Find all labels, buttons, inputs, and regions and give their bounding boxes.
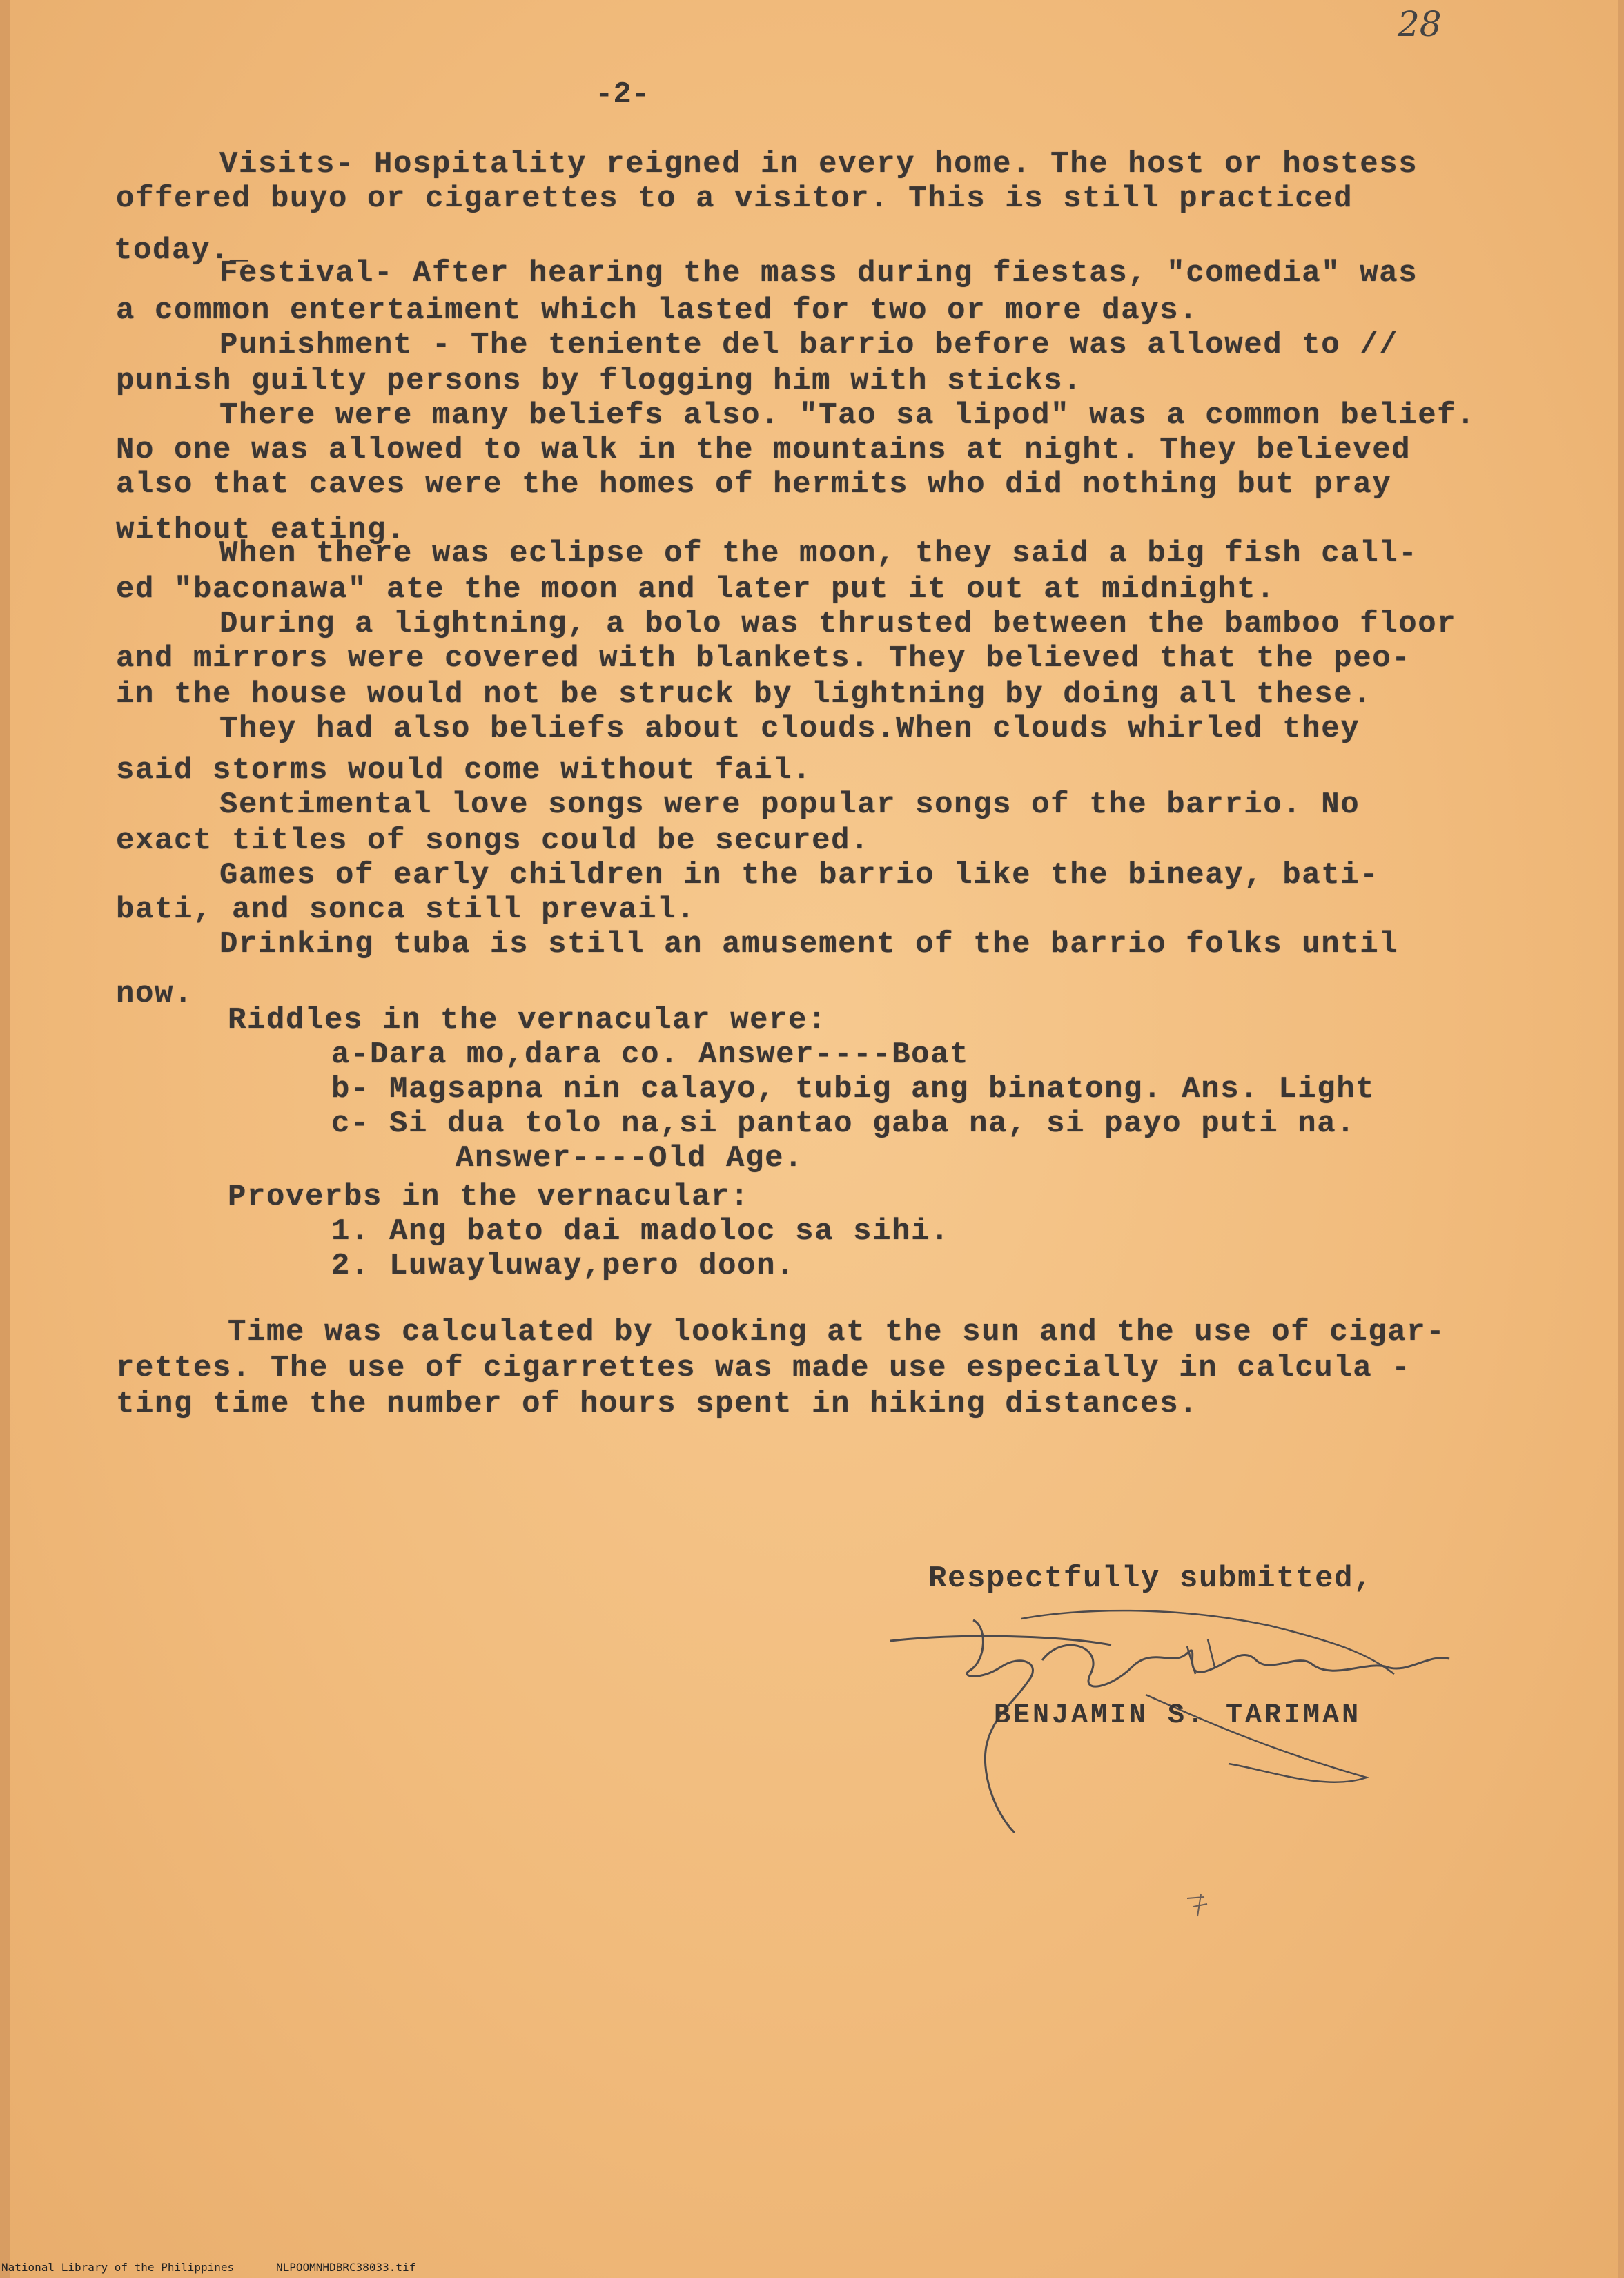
text-line: and mirrors were covered with blankets. They believed that the peo- [116, 641, 1411, 676]
text-line: During a lightning, a bolo was thrusted between the bamboo floor [219, 607, 1457, 641]
text-line: Games of early children in the barrio like the bineay, bati- [219, 858, 1380, 893]
handwritten-page-number: 28 [1398, 4, 1442, 44]
text-line: punish guilty persons by flogging him with sticks. [116, 364, 1083, 398]
text-line: ting time the number of hours spent in hiking distances. [116, 1387, 1199, 1421]
text-line: exact titles of songs could be secured. [116, 824, 870, 858]
proverb-line: 1. Ang bato dai madoloc sa sihi. [331, 1214, 950, 1249]
text-line: today._ [114, 233, 250, 268]
text-line: bati, and sonca still prevail. [116, 893, 696, 927]
text-line: said storms would come without fail. [116, 753, 812, 788]
footer-archive-label: National Library of the Philippines [1, 2261, 235, 2274]
riddle-line: b- Magsapna nin calayo, tubig ang binatong. Ans. Light [331, 1072, 1376, 1107]
closing-phrase: Respectfully submitted, [928, 1561, 1373, 1596]
proverb-line: 2. Luwayluway,pero doon. [331, 1249, 796, 1283]
riddle-line: a-Dara mo,dara co. Answer----Boat [331, 1038, 970, 1072]
text-line: Visits- Hospitality reigned in every home. The host or hostess [219, 147, 1418, 182]
text-line: ed "baconawa" ate the moon and later put it out at midnight. [116, 572, 1276, 607]
text-line: They had also beliefs about clouds.When clouds whirled they [219, 712, 1360, 746]
text-line: Proverbs in the vernacular: [228, 1180, 750, 1214]
text-line: also that caves were the homes of hermits who did nothing but pray [116, 467, 1392, 502]
signer-name: BENJAMIN S. TARIMAN [994, 1700, 1362, 1731]
text-line: rettes. The use of cigarrettes was made use especially in calcula - [116, 1351, 1411, 1385]
text-line: Festival- After hearing the mass during fiestas, "comedia" was [219, 256, 1418, 291]
text-line: Sentimental love songs were popular songs of the barrio. No [219, 788, 1360, 822]
text-line: Time was calculated by looking at the sun and the use of cigar- [228, 1315, 1446, 1350]
text-line: When there was eclipse of the moon, they said a big fish call- [219, 536, 1418, 571]
text-line: offered buyo or cigarettes to a visitor. This is still practiced [116, 182, 1353, 216]
text-line: There were many beliefs also. "Tao sa lipod" was a common belief. [219, 398, 1476, 433]
text-line: Riddles in the vernacular were: [228, 1003, 828, 1038]
text-line: in the house would not be struck by lightning by doing all these. [116, 677, 1373, 712]
text-line: a common entertaiment which lasted for two or more days. [116, 293, 1199, 328]
page-marker: -2- [595, 77, 650, 112]
text-line: No one was allowed to walk in the mountains at night. They believed [116, 433, 1411, 467]
riddle-line: c- Si dua tolo na,si pantao gaba na, si payo puti na. [331, 1107, 1356, 1141]
text-line: Drinking tuba is still an amusement of the barrio folks until [219, 927, 1399, 962]
text-line: now. [116, 977, 194, 1011]
page-edge-left [0, 0, 10, 2278]
text-line: Punishment - The teniente del barrio before was allowed to // [219, 328, 1399, 362]
text-line: without eating. [116, 513, 407, 547]
page-edge-right [1618, 0, 1624, 2278]
pencil-mark [1184, 1891, 1218, 1919]
footer-file-label: NLPOOMNHDBRC38033.tif [276, 2261, 416, 2274]
riddle-answer: Answer----Old Age. [456, 1141, 804, 1176]
